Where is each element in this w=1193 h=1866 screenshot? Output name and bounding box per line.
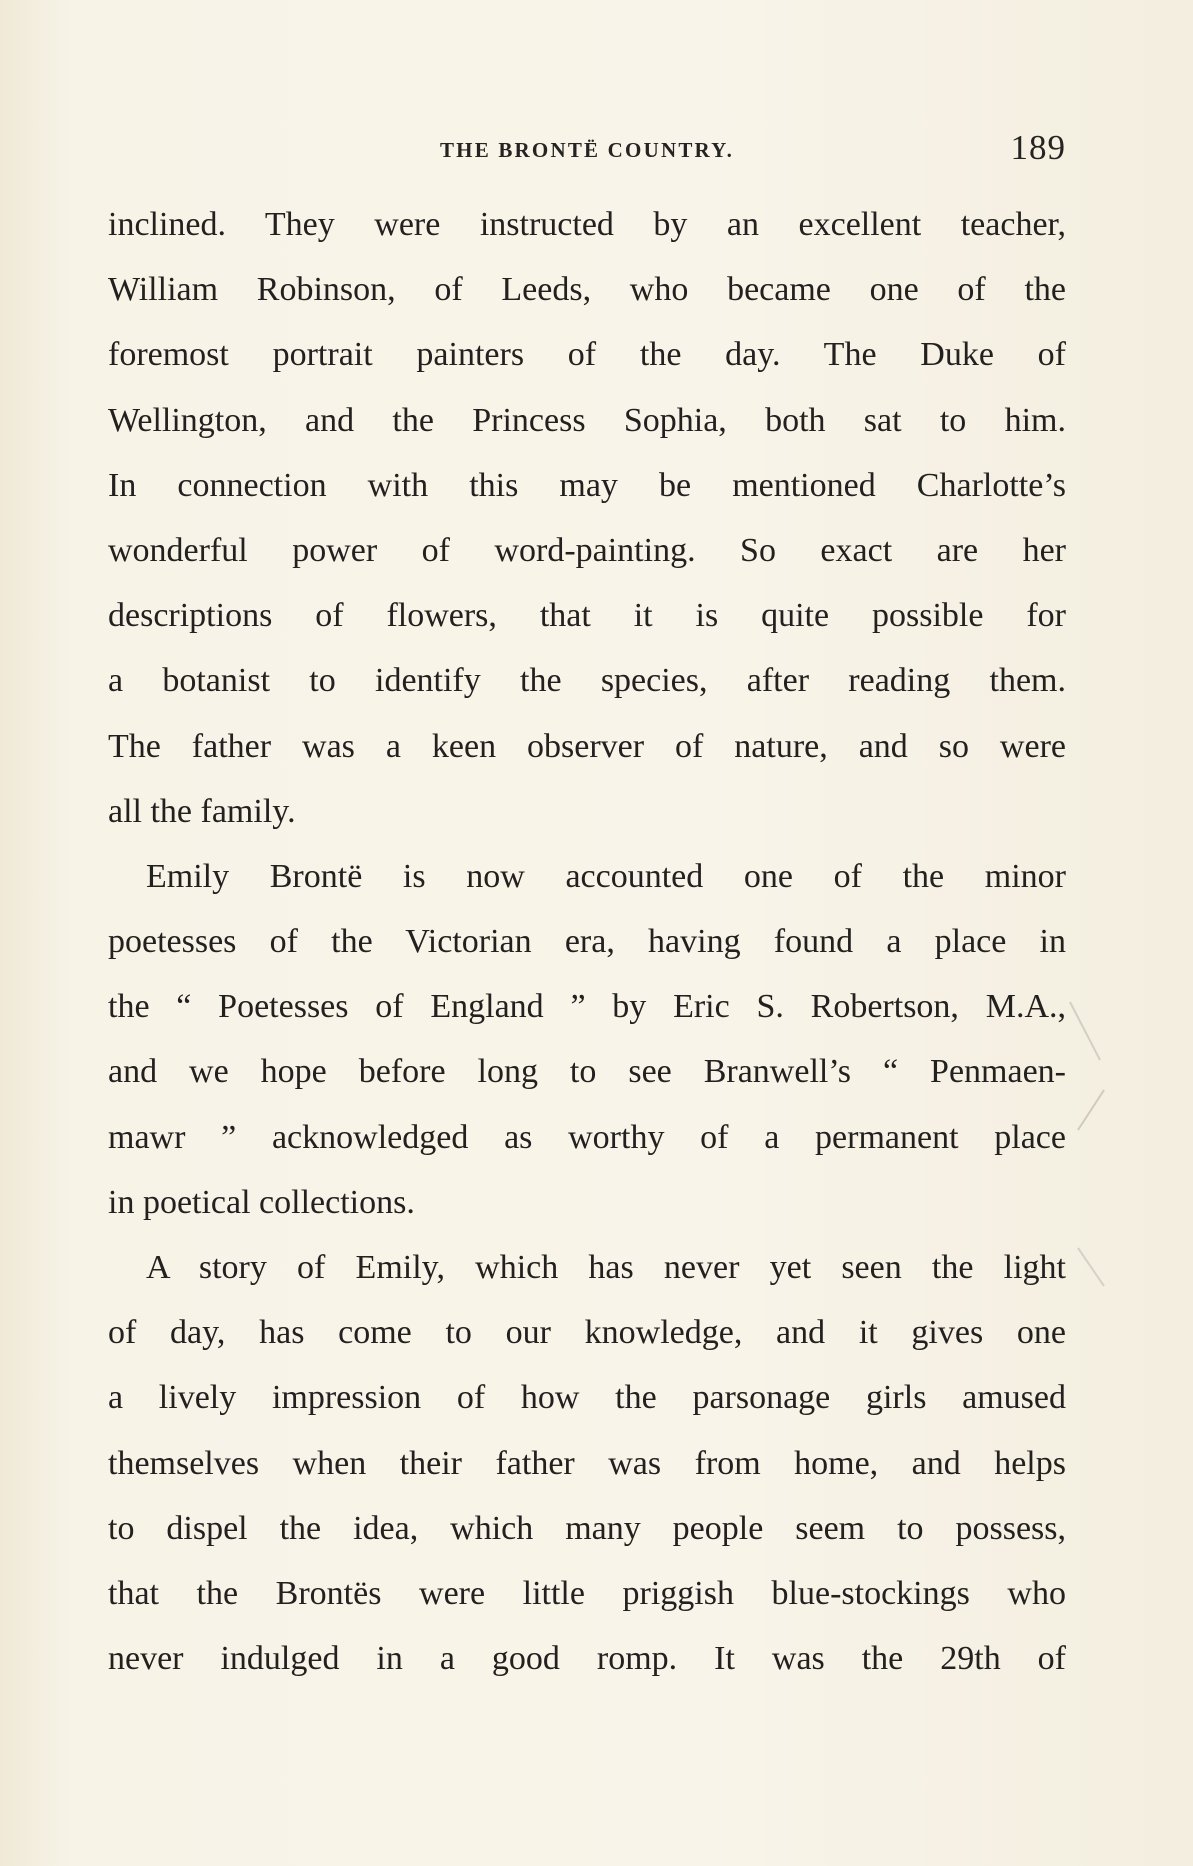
text-line: that the Brontës were little priggish blue-stockings who [108, 1574, 1066, 1612]
text-line: to dispel the idea, which many people seem to possess, [108, 1509, 1066, 1547]
text-line: all the family. [108, 792, 296, 830]
text-line: In connection with this may be mentioned Charlotte’s [108, 466, 1066, 504]
text-line: never indulged in a good romp. It was the 29th of [108, 1640, 1066, 1678]
text-line: William Robinson, of Leeds, who became one of the [108, 271, 1066, 309]
text-line: themselves when their father was from home, and helps [108, 1444, 1066, 1482]
text-line: A story of Emily, which has never yet seen the light [146, 1249, 1066, 1286]
text-line: a lively impression of how the parsonage girls amused [108, 1379, 1066, 1417]
text-line: Emily Brontë is now accounted one of the minor [146, 857, 1066, 895]
page-number: 189 [1010, 128, 1066, 167]
margin-pencil-mark [1060, 990, 1160, 1310]
text-line: The father was a keen observer of nature, and so were [108, 727, 1066, 765]
text-line: and we hope before long to see Branwell’s “ Penmaen- [108, 1053, 1066, 1091]
text-line: poetesses of the Victorian era, having found a place in [108, 923, 1066, 961]
body-text [108, 192, 1066, 1691]
text-line: foremost portrait painters of the day. The Duke of [108, 336, 1066, 374]
text-line: a botanist to identify the species, after reading them. [108, 662, 1066, 700]
text-line: inclined. They were instructed by an excellent teacher, [108, 206, 1066, 243]
text-line: in poetical collections. [108, 1183, 415, 1221]
running-title: THE BRONTË COUNTRY. [439, 138, 735, 162]
text-line: mawr ” acknowledged as worthy of a permanent place [108, 1118, 1066, 1156]
running-head [108, 128, 1066, 172]
text-line: the “ Poetesses of England ” by Eric S. Robertson, M.A., [108, 988, 1066, 1026]
text-line: descriptions of flowers, that it is quite possible for [108, 597, 1066, 635]
text-line: wonderful power of word-painting. So exact are her [108, 531, 1066, 569]
text-line: Wellington, and the Princess Sophia, both sat to him. [108, 401, 1066, 439]
text-line: of day, has come to our knowledge, and it gives one [108, 1314, 1066, 1352]
